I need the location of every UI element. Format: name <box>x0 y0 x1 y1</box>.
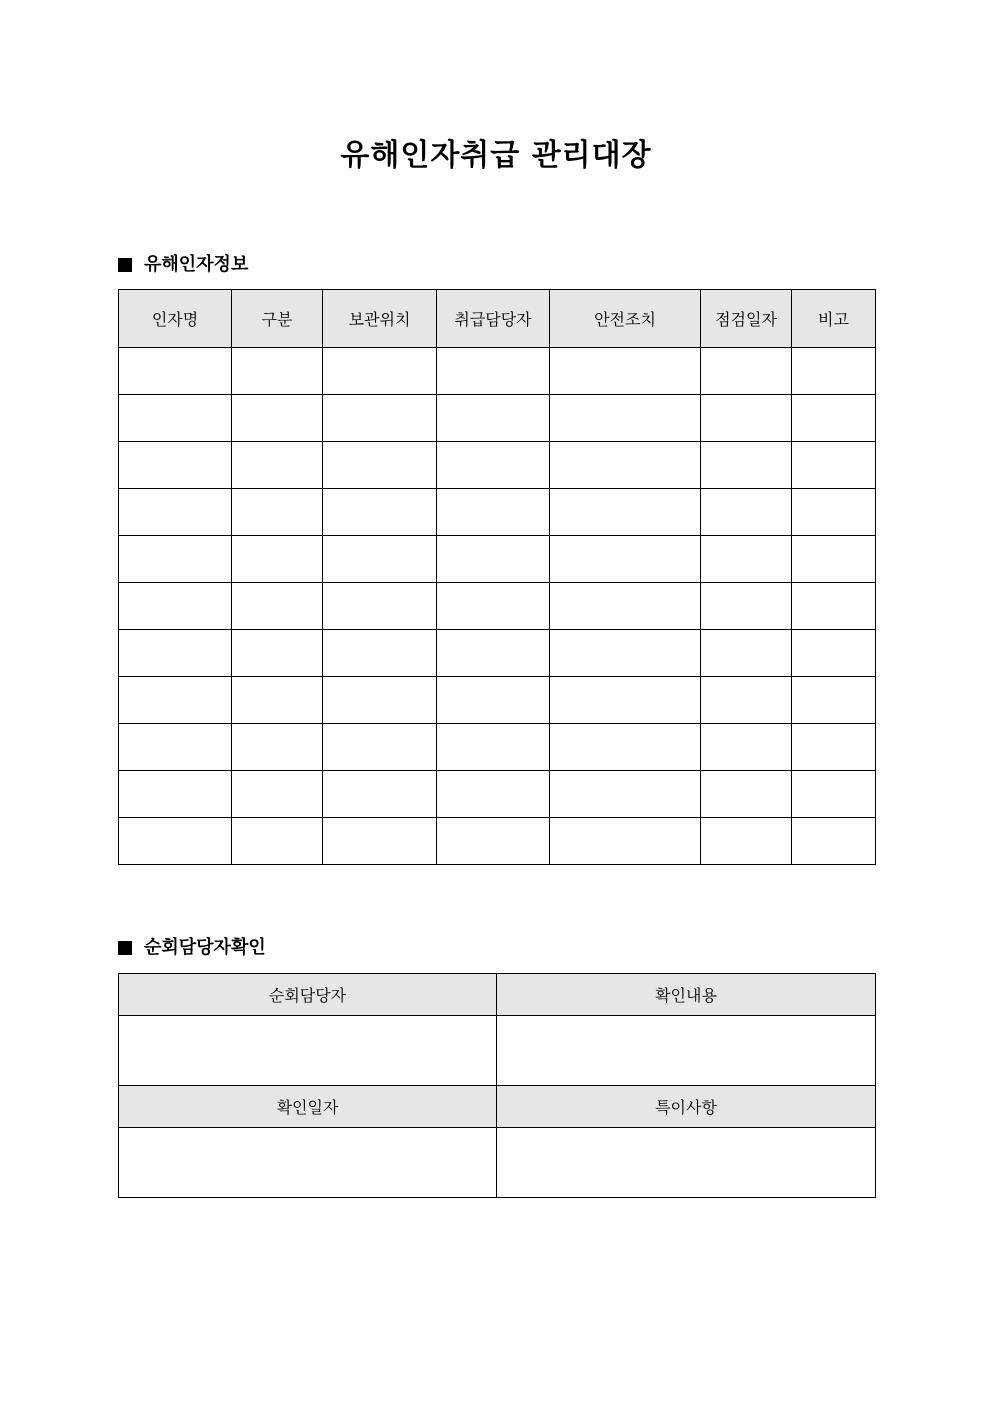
cell-handler[interactable] <box>437 489 550 536</box>
label-check-content: 확인내용 <box>497 974 876 1016</box>
square-bullet-icon <box>118 941 132 955</box>
cell-remarks[interactable] <box>792 395 876 442</box>
column-header-safety-measures: 안전조치 <box>550 290 701 348</box>
cell-category[interactable] <box>232 818 323 865</box>
cell-inspection-date[interactable] <box>701 583 792 630</box>
cell-factor-name[interactable] <box>119 348 232 395</box>
cell-remarks[interactable] <box>792 348 876 395</box>
table-row <box>119 818 876 865</box>
cell-factor-name[interactable] <box>119 395 232 442</box>
table-row <box>119 536 876 583</box>
cell-remarks[interactable] <box>792 442 876 489</box>
cell-category[interactable] <box>232 583 323 630</box>
table-row <box>119 1016 876 1086</box>
table-row <box>119 771 876 818</box>
cell-storage-location[interactable] <box>323 583 437 630</box>
cell-handler[interactable] <box>437 348 550 395</box>
cell-handler[interactable] <box>437 677 550 724</box>
cell-safety-measures[interactable] <box>550 395 701 442</box>
cell-remarks[interactable] <box>792 630 876 677</box>
cell-inspection-date[interactable] <box>701 348 792 395</box>
cell-safety-measures[interactable] <box>550 630 701 677</box>
cell-safety-measures[interactable] <box>550 724 701 771</box>
cell-safety-measures[interactable] <box>550 818 701 865</box>
section-heading-patrol-check <box>118 936 266 960</box>
cell-safety-measures[interactable] <box>550 583 701 630</box>
cell-safety-measures[interactable] <box>550 348 701 395</box>
table-row <box>119 348 876 395</box>
cell-storage-location[interactable] <box>323 395 437 442</box>
column-header-factor-name: 인자명 <box>119 290 232 348</box>
column-header-handler: 취급담당자 <box>437 290 550 348</box>
page-title: 유해인자취급 관리대장 <box>340 138 652 173</box>
table-row <box>119 724 876 771</box>
cell-factor-name[interactable] <box>119 583 232 630</box>
cell-inspection-date[interactable] <box>701 395 792 442</box>
cell-remarks[interactable] <box>792 818 876 865</box>
cell-handler[interactable] <box>437 442 550 489</box>
cell-category[interactable] <box>232 536 323 583</box>
cell-category[interactable] <box>232 489 323 536</box>
cell-handler[interactable] <box>437 771 550 818</box>
cell-remarks[interactable] <box>792 489 876 536</box>
cell-handler[interactable] <box>437 630 550 677</box>
cell-storage-location[interactable] <box>323 771 437 818</box>
cell-factor-name[interactable] <box>119 818 232 865</box>
square-bullet-icon <box>118 258 132 272</box>
cell-safety-measures[interactable] <box>550 536 701 583</box>
table-row <box>119 583 876 630</box>
field-remarks[interactable] <box>497 1128 876 1198</box>
cell-inspection-date[interactable] <box>701 724 792 771</box>
cell-safety-measures[interactable] <box>550 677 701 724</box>
table-row <box>119 395 876 442</box>
cell-factor-name[interactable] <box>119 724 232 771</box>
column-header-storage-location: 보관위치 <box>323 290 437 348</box>
cell-category[interactable] <box>232 395 323 442</box>
cell-factor-name[interactable] <box>119 771 232 818</box>
cell-factor-name[interactable] <box>119 630 232 677</box>
cell-storage-location[interactable] <box>323 818 437 865</box>
cell-safety-measures[interactable] <box>550 489 701 536</box>
cell-category[interactable] <box>232 771 323 818</box>
cell-category[interactable] <box>232 348 323 395</box>
cell-storage-location[interactable] <box>323 677 437 724</box>
field-check-date[interactable] <box>119 1128 497 1198</box>
cell-inspection-date[interactable] <box>701 442 792 489</box>
cell-storage-location[interactable] <box>323 724 437 771</box>
cell-remarks[interactable] <box>792 677 876 724</box>
patrol-check-table <box>118 973 876 1198</box>
cell-inspection-date[interactable] <box>701 771 792 818</box>
table-header-row <box>119 290 876 348</box>
column-header-inspection-date: 점검일자 <box>701 290 792 348</box>
cell-storage-location[interactable] <box>323 630 437 677</box>
column-header-remarks: 비고 <box>792 290 876 348</box>
cell-inspection-date[interactable] <box>701 536 792 583</box>
cell-remarks[interactable] <box>792 771 876 818</box>
cell-storage-location[interactable] <box>323 536 437 583</box>
cell-inspection-date[interactable] <box>701 818 792 865</box>
cell-inspection-date[interactable] <box>701 677 792 724</box>
cell-handler[interactable] <box>437 536 550 583</box>
cell-category[interactable] <box>232 677 323 724</box>
label-remarks: 특이사항 <box>497 1086 876 1128</box>
label-check-date: 확인일자 <box>119 1086 497 1128</box>
cell-factor-name[interactable] <box>119 677 232 724</box>
table-row <box>119 489 876 536</box>
label-patrol-officer: 순회담당자 <box>119 974 497 1016</box>
table-header-row <box>119 974 876 1016</box>
table-row <box>119 1128 876 1198</box>
cell-category[interactable] <box>232 442 323 489</box>
field-patrol-officer[interactable] <box>119 1016 497 1086</box>
cell-category[interactable] <box>232 630 323 677</box>
cell-inspection-date[interactable] <box>701 630 792 677</box>
field-check-content[interactable] <box>497 1016 876 1086</box>
section-heading-label: 순회담당자확인 <box>144 937 266 958</box>
hazard-info-table <box>118 289 876 865</box>
cell-inspection-date[interactable] <box>701 489 792 536</box>
cell-handler[interactable] <box>437 583 550 630</box>
table-row <box>119 442 876 489</box>
cell-safety-measures[interactable] <box>550 771 701 818</box>
section-heading-hazard-info <box>118 253 248 277</box>
cell-storage-location[interactable] <box>323 489 437 536</box>
section-heading-label: 유해인자정보 <box>144 254 249 275</box>
cell-storage-location[interactable] <box>323 348 437 395</box>
column-header-category: 구분 <box>232 290 323 348</box>
cell-factor-name[interactable] <box>119 442 232 489</box>
table-header-row <box>119 1086 876 1128</box>
cell-handler[interactable] <box>437 395 550 442</box>
cell-category[interactable] <box>232 724 323 771</box>
cell-handler[interactable] <box>437 724 550 771</box>
cell-factor-name[interactable] <box>119 489 232 536</box>
cell-remarks[interactable] <box>792 583 876 630</box>
cell-storage-location[interactable] <box>323 442 437 489</box>
table-row <box>119 630 876 677</box>
table-row <box>119 677 876 724</box>
cell-factor-name[interactable] <box>119 536 232 583</box>
cell-remarks[interactable] <box>792 536 876 583</box>
cell-remarks[interactable] <box>792 724 876 771</box>
cell-safety-measures[interactable] <box>550 442 701 489</box>
cell-handler[interactable] <box>437 818 550 865</box>
